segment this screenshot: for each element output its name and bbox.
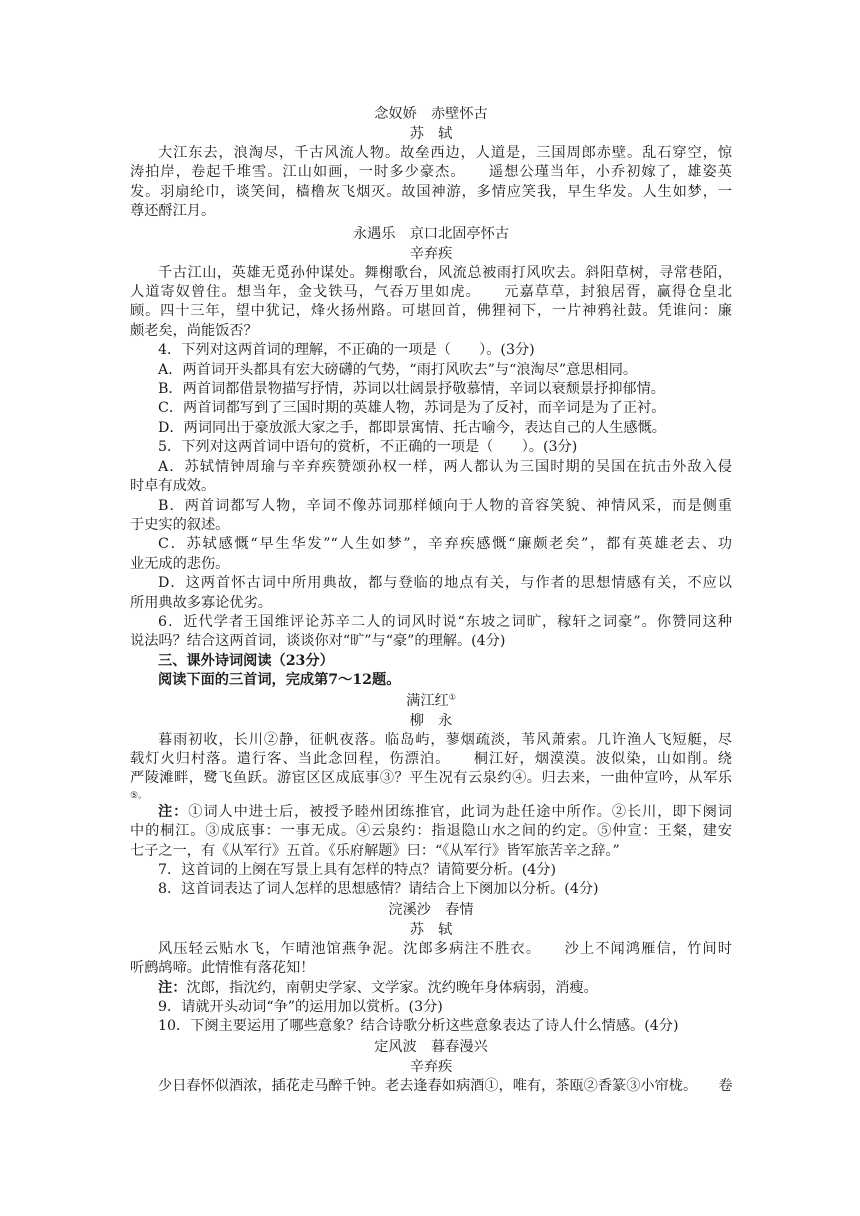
option-line: A．两首词开头都具有宏大磅礴的气势，“雨打风吹去”与“浪淘尽”意思相同。: [158, 361, 638, 378]
poem5-author: 辛弃疾: [409, 1058, 453, 1075]
poem3-note-first: [130, 803, 732, 822]
poem3-title: 满江红: [406, 692, 449, 709]
note-text: 沈郎，指沈约，南朝史学家、文学家。沈约晚年身体病弱，消瘦。: [186, 979, 598, 996]
poem3-line: 暮雨初收，长川②静，征帆夜落。临岛屿，蓼烟疏淡，苇风萧索。几许渔人飞短艇，尽: [158, 731, 732, 748]
option-line: C．两首词都写到了三国时期的英雄人物，苏词是为了反衬，而辛词是为了正衬。: [158, 400, 666, 417]
option-line: 时卓有成效。: [130, 478, 216, 495]
question-line: 10．下阕主要运用了哪些意象？结合诗歌分析这些意象表达了诗人什么情感。(4分): [158, 1018, 679, 1035]
question-line: 6．近代学者王国维评论苏辛二人的词风时说“东坡之词旷，稼轩之词豪”。你赞同这种: [158, 613, 732, 630]
poem1-title: 念奴娇 赤壁怀古: [374, 106, 488, 122]
poem4-title: 浣溪沙 春情: [388, 901, 474, 918]
note-text: ①词人中进士后，被授予睦州团练推官，此词为赴任途中所作。②长川，即下阕词: [188, 803, 732, 820]
poem5-line: 少日春怀似酒浓，插花走马醉千钟。老去逢春如病酒①，唯有，茶瓯②香篆③小帘栊。 卷: [158, 1077, 733, 1094]
poem4-line: 听鹧鸪啼。此情惟有落花知！: [130, 960, 315, 977]
poem1-author: 苏 轼: [409, 126, 453, 142]
poem3-note: 中的桐江。③成底事：一事无成。④云泉约：指退隐山水之间的约定。⑤仲宣：王粲，建安: [130, 823, 732, 840]
poem5-title: 定风波 暮春漫兴: [374, 1038, 488, 1055]
poem3-line: 严陵滩畔，鹭飞鱼跃。游宦区区成底事③？平生况有云泉约④。归去来，一曲仲宣吟，从军乐: [130, 770, 732, 787]
poem2-author: 辛弃疾: [409, 245, 453, 262]
section-heading: 三、课外诗词阅读（23分）: [158, 652, 334, 669]
poem2-title: 永遇乐 京口北固亭怀古: [352, 225, 510, 242]
note-label: 注：: [158, 803, 189, 820]
option-line: D．这两首怀古词中所用典故，都与登临的地点有关，与作者的思想情感有关，不应以: [158, 575, 732, 592]
poem3-line: ⑤。: [130, 790, 148, 801]
poem4-line: 风压轻云贴水飞，乍晴池馆燕争泥。沈郎多病注不胜衣。 沙上不闻鸿雁信，竹间时: [158, 940, 732, 957]
question-line: 5．下列对这两首词中语句的赏析，不正确的一项是（ ）。(3分): [158, 439, 578, 456]
note-label: 注：: [158, 979, 187, 996]
option-line: B．两首词都写人物，辛词不像苏词那样倾向于人物的音容笑貌、神情风采，而是侧重: [158, 497, 732, 514]
poem4-author: 苏 轼: [409, 921, 453, 938]
document-page: [130, 102, 732, 1096]
option-line: 业无成的悲伤。: [130, 555, 230, 572]
option-line: B．两首词都借景物描写抒情，苏词以壮阔景抒敬慕情，辛词以衰颓景抒抑郁情。: [158, 381, 665, 398]
question-line: 说法吗？结合这两首词，谈谈你对“旷”与“豪”的理解。(4分): [130, 633, 506, 650]
poem1-line: 发。羽扇纶巾，谈笑间，樯橹灰飞烟灭。故国神游，多情应笑我，早生华发。人生如梦，一: [130, 183, 732, 200]
poem3-note: 七子之一，有《从军行》五首。《乐府解题》曰：“《从军行》皆军旅苦辛之辞。”: [130, 842, 620, 859]
question-line: 8．这首词表达了词人怎样的思想感情？请结合上下阕加以分析。(4分): [158, 881, 599, 898]
poem2-line: 顾。四十三年，望中犹记，烽火扬州路。可堪回首，佛狸祠下，一片神鸦社鼓。凭谁问：廉: [130, 303, 732, 320]
section-instruction: 阅读下面的三首词，完成第7～12题。: [158, 672, 401, 689]
poem1-line: 涛拍岸，卷起千堆雪。江山如画，一时多少豪杰。 遥想公瑾当年，小乔初嫁了，雄姿英: [130, 164, 732, 181]
question-line: 7．这首词的上阕在写景上具有怎样的特点？请简要分析。(4分): [158, 862, 557, 878]
poem1-line: 尊还酹江月。: [130, 203, 216, 220]
option-line: 于史实的叙述。: [130, 516, 230, 533]
option-line: 所用典故多寡论优劣。: [130, 594, 272, 611]
question-line: 4．下列对这两首词的理解，不正确的一项是（ ）。(3分): [158, 342, 535, 359]
poem4-note-line: [130, 979, 732, 998]
option-line: D．两词同出于豪放派大家之手，都即景寓情、托古喻今，表达自己的人生感慨。: [158, 419, 666, 436]
poem2-line: 人道寄奴曾住。想当年，金戈铁马，气吞万里如虎。 元嘉草草，封狼居胥，赢得仓皇北: [130, 284, 732, 301]
poem3-author: 柳 永: [409, 712, 453, 729]
poem3-title-wrap: [130, 691, 732, 711]
option-line: C．苏轼感慨“早生华发”“人生如梦”，辛弃疾感慨“廉颇老矣”，都有英雄老去、功: [158, 536, 732, 553]
question-line: 9．请就开头动词“争”的运用加以赏析。(3分): [158, 999, 443, 1016]
poem3-title-note-mark: ①: [448, 691, 456, 701]
poem2-line: 颇老矣，尚能饭否？: [130, 322, 258, 339]
poem3-line: 载灯火归村落。遣行客、当此念回程，伤漂泊。 桐江好，烟漠漠。波似染，山如削。绕: [130, 750, 732, 767]
poem1-line: 大江东去，浪淘尽，千古风流人物。故垒西边，人道是，三国周郎赤壁。乱石穿空，惊: [158, 145, 732, 161]
option-line: A．苏轼情钟周瑜与辛弃疾赞颂孙权一样，两人都认为三国时期的吴国在抗击外敌入侵: [158, 458, 732, 475]
poem2-line: 千古江山，英雄无觅孙仲谋处。舞榭歌台，风流总被雨打风吹去。斜阳草树，寻常巷陌，: [158, 264, 732, 281]
